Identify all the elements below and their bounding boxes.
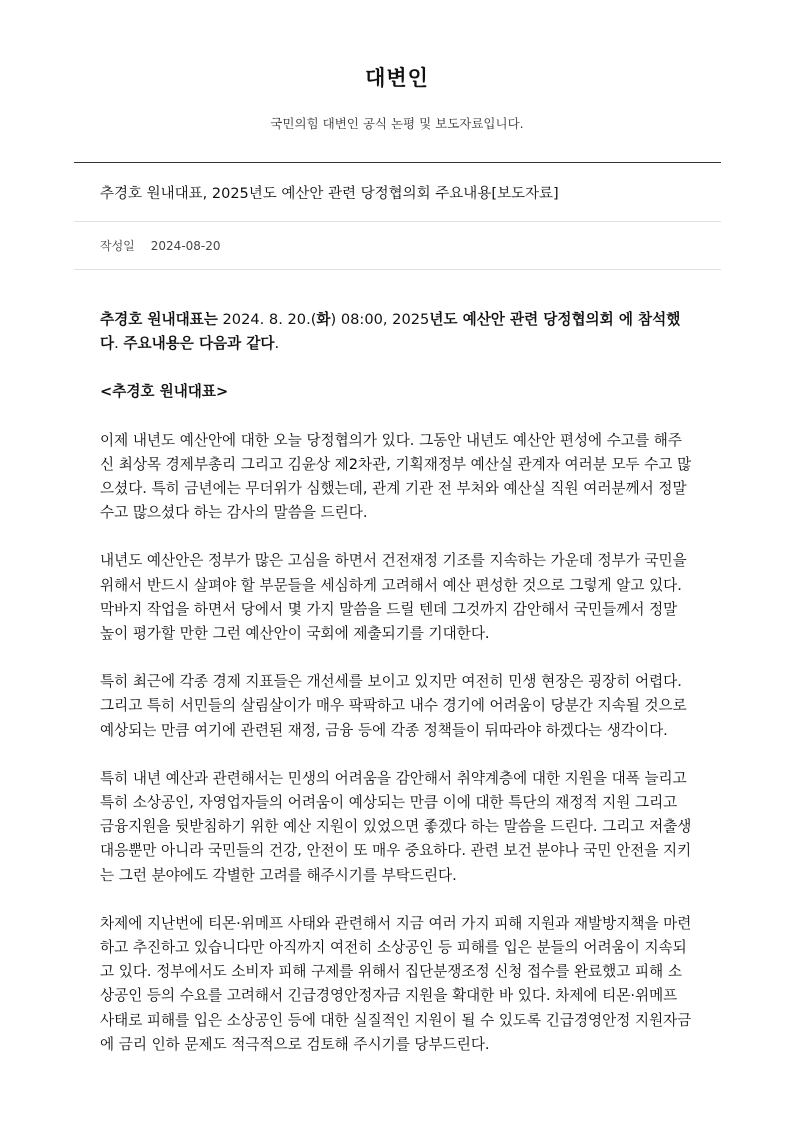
body-paragraph-2: 내년도 예산안은 정부가 많은 고심을 하면서 건전재정 기조를 지속하는 가운데 정부가 국민을 위해서 반드시 살펴야 할 부문들을 세심하게 고려해서 예산 편성한 것으로 그렇게 알고 있다. 막바지 작업을 하면서 당에서 몇 가지 말씀을 드릴 텐데 그것까지 감안해서 국민들께서 정말 높이 평가할 만한 그런 예산안이 국회에 제출되기를 기대한다.	[100, 552, 687, 643]
lead-part6: .	[114, 335, 124, 353]
post-date: 2024-08-20	[150, 239, 221, 253]
post-title: 추경호 원내대표, 2025년도 예산안 관련 당정협의회 주요내용[보도자료]	[74, 163, 721, 222]
lead-part7: 주요내용은 다음과 같다	[123, 335, 275, 353]
site-subtitle: 국민의힘 대변인 공식 논평 및 보도자료입니다.	[270, 116, 524, 131]
speaker-heading: <추경호 원내대표>	[100, 383, 229, 401]
lead-part3: 화	[316, 311, 331, 328]
post-meta	[74, 222, 721, 270]
body-paragraph-4: 특히 내년 예산과 관련해서는 민생의 어려움을 감안해서 취약계층에 대한 지원을 대폭 늘리고 특히 소상공인, 자영업자들의 어려움이 예상되는 만큼 이에 대한 특단의 재정적 지원 그리고 금융지원을 뒷받침하기 위한 예산 지원이 있었으면 좋겠다 하는 말씀을 드린다. 그리고 저출생 대응뿐만 아니라 국민들의 건강, 안전이 또 매우 중요하다. 관련 보건 분야나 국민 안전을 지키는 그런 분야에도 각별한 고려를 해주시기를 부탁드린다.	[100, 769, 692, 884]
lead-part5: 년도 예산안 관련 당정협의회 에 참석했다	[100, 311, 681, 353]
lead-paragraph	[100, 308, 695, 356]
site-header	[0, 0, 794, 132]
body-paragraph-3: 특히 최근에 각종 경제 지표들은 개선세를 보이고 있지만 여전히 민생 현장은 굉장히 어렵다. 그리고 특히 서민들의 살림살이가 매우 팍팍하고 내수 경기에 어려움이 당분간 지속될 것으로 예상되는 만큼 여기에 관련된 재정, 금융 등에 각종 정책들이 뒤따라야 하겠다는 생각이다.	[100, 673, 687, 739]
body-paragraph-1: 이제 내년도 예산안에 대한 오늘 당정협의가 있다. 그동안 내년도 예산안 편성에 수고를 해주신 최상목 경제부총리 그리고 김윤상 제2차관, 기획재정부 예산실 관계자 여러분 모두 수고 많으셨다. 특히 금년에는 무더위가 심했는데, 관계 기관 전 부처와 예산실 직원 여러분께서 정말 수고 많으셨다 하는 감사의 말씀을 드린다.	[100, 431, 692, 522]
date-label: 작성일	[100, 239, 135, 253]
lead-part2: 2024. 8. 20.(	[217, 311, 317, 328]
lead-part4: ) 08:00, 2025	[330, 311, 430, 328]
lead-part1: 추경호 원내대표는	[100, 311, 218, 328]
body-paragraph-5: 차제에 지난번에 티몬·위메프 사태와 관련해서 지금 여러 가지 피해 지원과 재발방지책을 마련하고 추진하고 있습니다만 아직까지 여전히 소상공인 등 피해를 입은 분들의 어려움이 지속되고 있다. 정부에서도 소비자 피해 구제를 위해서 집단분쟁조정 신청 접수를 완료했고 피해 소상공인 등의 수요를 고려해서 긴급경영안정자금 지원을 확대한 바 있다. 차제에 티몬·위메프 사태로 피해를 입은 소상공인 등에 대한 실질적인 지원이 될 수 있도록 긴급경영안정 지원자금에 금리 인하 문제도 적극적으로 검토해 주시기를 당부드린다.	[100, 914, 692, 1053]
post-container	[74, 162, 721, 1081]
site-title[interactable]: 대변인	[365, 66, 429, 90]
post-content	[74, 270, 721, 1057]
lead-part8: .	[274, 335, 280, 353]
